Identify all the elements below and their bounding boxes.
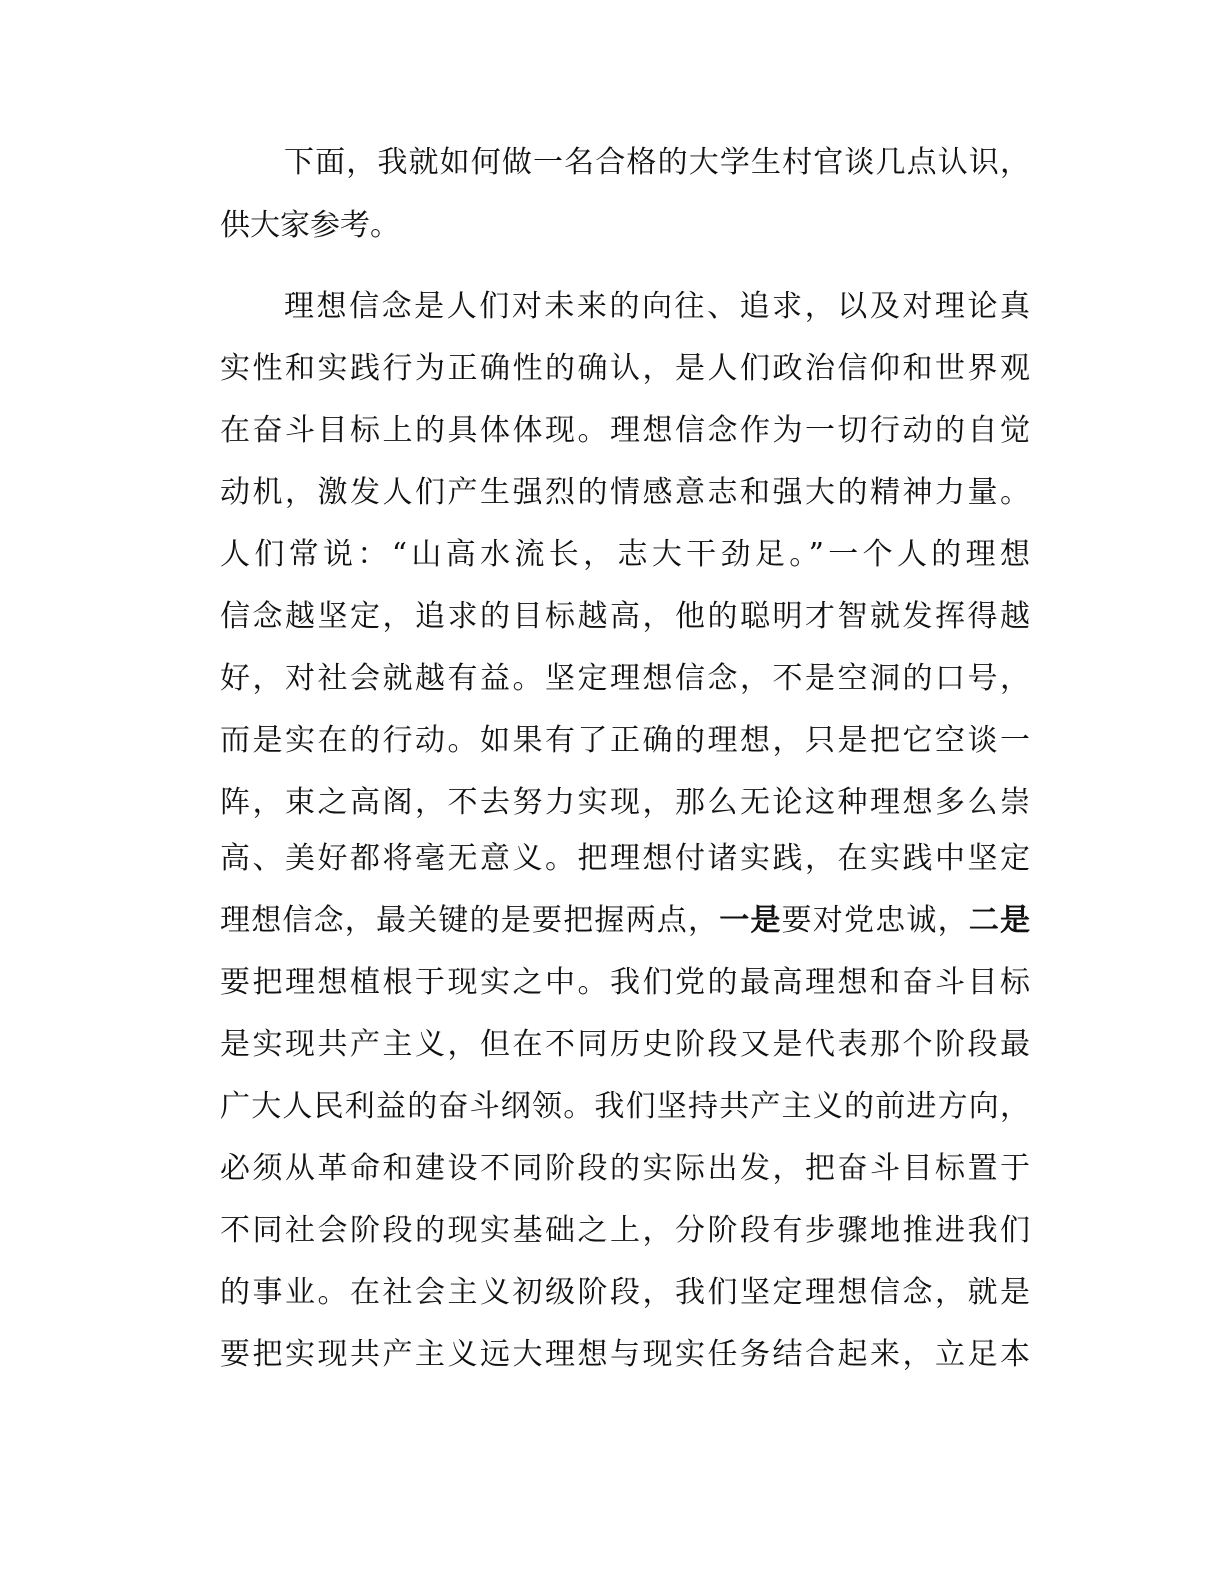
paragraph-2-line-10: 高、美好都将毫无意义。把理想付诸实践，在实践中坚定 (220, 841, 1030, 876)
paragraph-2-line-1: 理想信念是人们对未来的向往、追求，以及对理论真 (284, 289, 1030, 324)
paragraph-2-line-5: 人们常说：“山高水流长，志大干劲足。”一个人的理想 (220, 537, 1030, 572)
paragraph-2-line-8: 而是实在的行动。如果有了正确的理想，只是把它空谈一 (220, 723, 1030, 758)
paragraph-2-line-4: 动机，激发人们产生强烈的情感意志和强大的精神力量。 (220, 475, 1030, 510)
paragraph-2-line-6: 信念越坚定，追求的目标越高，他的聪明才智就发挥得越 (220, 599, 1030, 634)
line-segment: 要对党忠诚， (781, 903, 969, 938)
paragraph-2-line-3: 在奋斗目标上的具体体现。理想信念作为一切行动的自觉 (220, 413, 1030, 448)
paragraph-2-line-15: 必须从革命和建设不同阶段的实际出发，把奋斗目标置于 (220, 1151, 1030, 1186)
paragraph-2-line-17: 的事业。在社会主义初级阶段，我们坚定理想信念，就是 (220, 1275, 1030, 1310)
line-segment: 理想信念，最关键的是要把握两点， (220, 903, 720, 938)
paragraph-2-line-9: 阵，束之高阁，不去努力实现，那么无论这种理想多么崇 (220, 785, 1030, 820)
paragraph-2-line-2: 实性和实践行为正确性的确认，是人们政治信仰和世界观 (220, 351, 1030, 386)
paragraph-2-line-12: 要把理想植根于现实之中。我们党的最高理想和奋斗目标 (220, 965, 1030, 1000)
paragraph-2-line-16: 不同社会阶段的现实基础之上，分阶段有步骤地推进我们 (220, 1213, 1030, 1248)
emphasis-first: 一是 (719, 903, 782, 938)
paragraph-1-line-2: 供大家参考。 (220, 208, 400, 243)
paragraph-2-line-11 (220, 897, 1030, 945)
paragraph-2-line-7: 好，对社会就越有益。坚定理想信念，不是空洞的口号， (220, 661, 1030, 696)
emphasis-second: 二是 (968, 903, 1031, 938)
paragraph-2-line-18: 要把实现共产主义远大理想与现实任务结合起来，立足本 (220, 1337, 1030, 1372)
paragraph-2-line-13: 是实现共产主义，但在不同历史阶段又是代表那个阶段最 (220, 1027, 1030, 1062)
paragraph-2-line-14: 广大人民利益的奋斗纲领。我们坚持共产主义的前进方向， (220, 1089, 1030, 1124)
paragraph-1-line-1: 下面，我就如何做一名合格的大学生村官谈几点认识， (284, 145, 1030, 180)
